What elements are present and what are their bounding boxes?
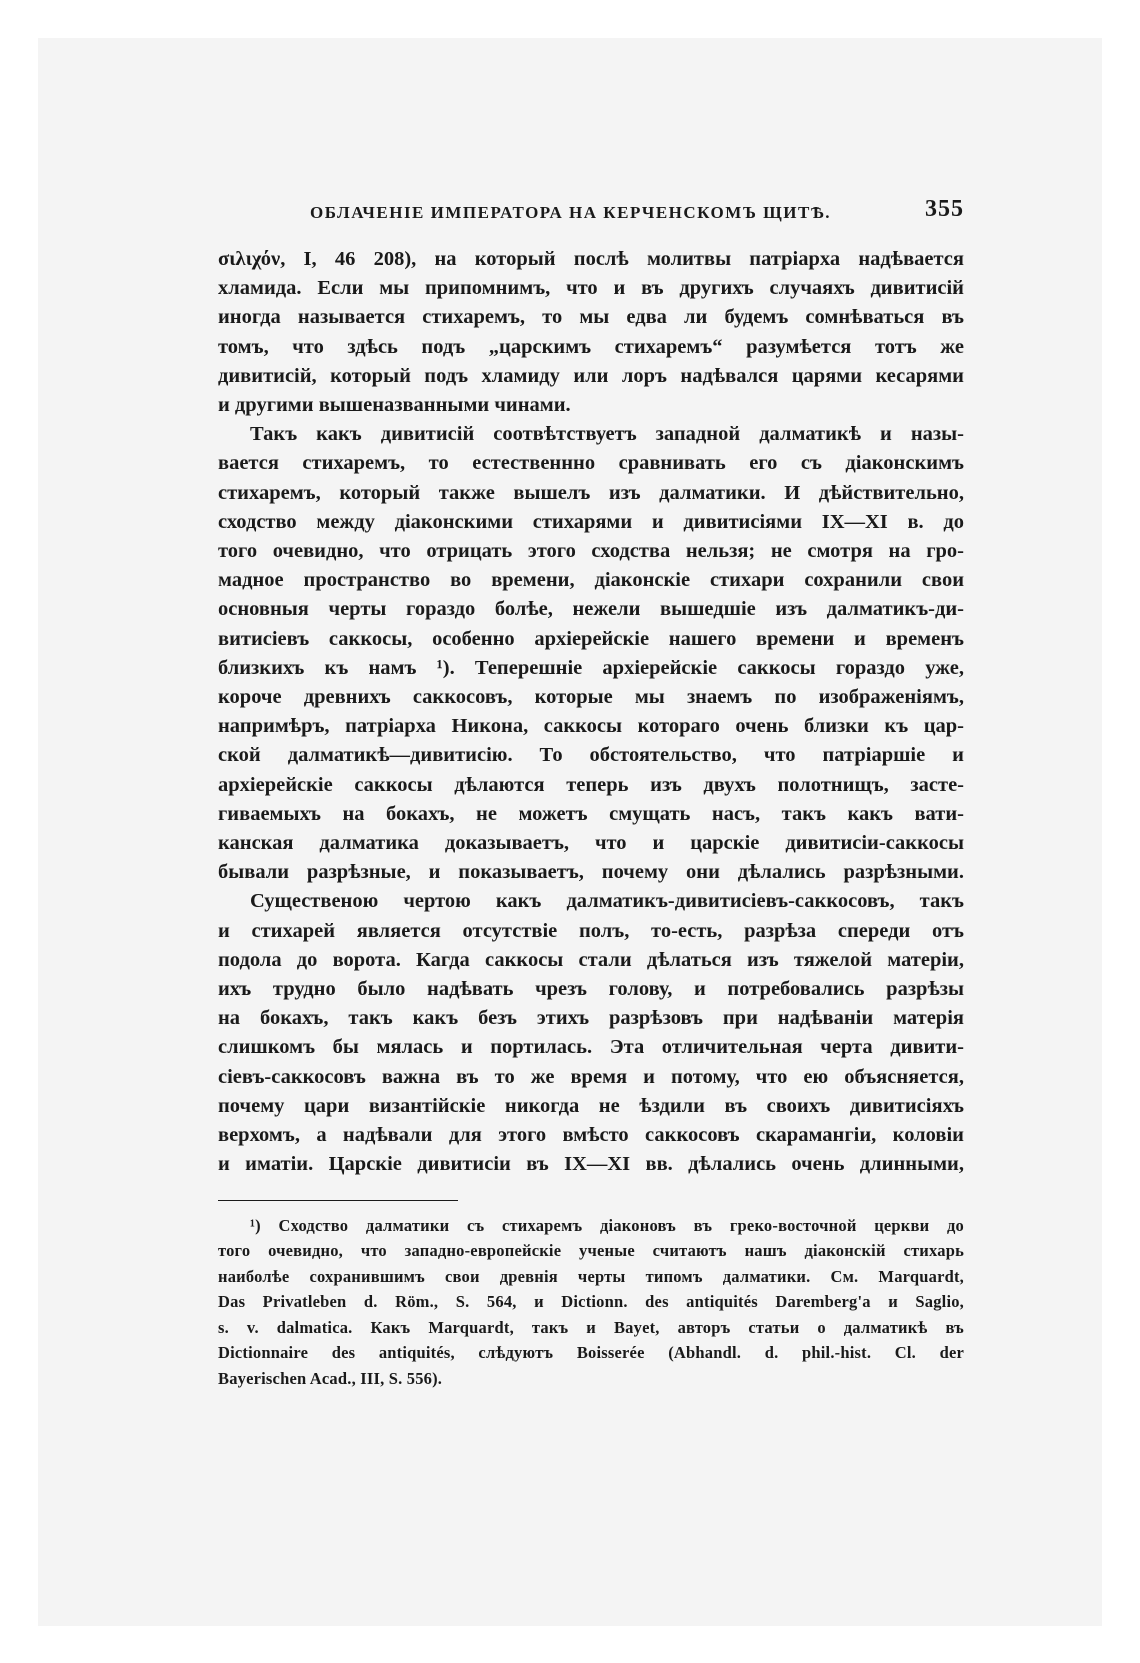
text-line: ихъ трудно было надѣвать чрезъ голову, и потребовались разрѣзы [218,978,964,1001]
text-line: стихаремъ, который также вышелъ изъ далматики. И дѣйствительно, [218,481,964,504]
text-line: канская далматика доказываетъ, что и царскіе дивитисіи-саккосы [218,832,964,855]
text-line: сходство между діаконскими стихарями и дивитисіями IX—XI в. до [218,510,964,533]
text-line: и стихарей является отсутствіе полъ, то-есть, разрѣза спереди отъ [218,919,964,942]
footnote-line: Dictionnaire des antiquités, слѣдуютъ Boisserée (Abhandl. d. phil.-hist. Cl. der [218,1343,964,1362]
text-line: томъ, что здѣсь подъ „царскимъ стихаремъ“ разумѣется тотъ же [218,335,964,358]
text-line: Такъ какъ дивитисій соотвѣтствуетъ западной далматикѣ и назы- [250,423,964,446]
text-line: подола до ворота. Кагда саккосы стали дѣлаться изъ тяжелой матеріи, [218,948,964,971]
text-line: почему цари византійскіе никогда не ѣздили въ своихъ дивитисіяхъ [218,1094,964,1117]
text-line: напримѣръ, патріарха Никона, саккосы котораго очень близки къ цар- [218,715,964,738]
text-line: иногда называется стихаремъ, то мы едва ли будемъ сомнѣваться въ [218,306,964,329]
text-line: и иматіи. Царскіе дивитисіи въ IX—XI вв. дѣлались очень длинными, [218,1153,964,1176]
text-line: основныя черты гораздо болѣе, нежели вышедшіе изъ далматикъ-ди- [218,598,964,621]
text-line: витисіевъ саккосы, особенно архіерейскіе нашего времени и временъ [218,627,964,650]
footnote-line: s. v. dalmatica. Какъ Marquardt, такъ и Bayet, авторъ статьи о далматикѣ въ [218,1317,964,1337]
text-line: верхомъ, а надѣвали для этого вмѣсто саккосовъ скарамангіи, коловіи [218,1124,964,1147]
page-number: 355 [925,196,964,222]
footnote-line: Bayerischen Acad., III, S. 556). [218,1368,443,1388]
text-line: на бокахъ, такъ какъ безъ этихъ разрѣзовъ при надѣваніи матерія [218,1007,964,1030]
footnote-line: ¹) Сходство далматики съ стихаремъ діаконовъ въ греко-восточной церкви до [250,1215,964,1235]
text-line: архіерейскіе саккосы дѣлаются теперь изъ двухъ полотнищъ, засте- [218,773,964,796]
text-line: хламида. Если мы припомнимъ, что и въ другихъ случаяхъ дивитисій [218,277,964,300]
running-title: ОБЛАЧЕНІЕ ИМПЕРАТОРА НА КЕРЧЕНСКОМЪ ЩИТѢ. [310,203,832,222]
footnote-line: Das Privatleben d. Röm., S. 564, и Dictionn. des antiquités Daremberg'а и Saglio, [218,1292,964,1311]
text-line: и другими вышеназванными чинами. [218,394,571,417]
text-line: близкихъ къ намъ ¹). Теперешніе архіерейскіе саккосы гораздо уже, [218,656,964,679]
footnote-line: того очевидно, что западно-европейскіе ученые считаютъ нашъ діаконскій стихарь [218,1241,964,1260]
text-line: ской далматикѣ—дивитисію. То обстоятельство, что патріаршіе и [218,744,964,767]
text-line: Существеною чертою какъ далматикъ-дивитисіевъ-саккосовъ, такъ [250,890,964,913]
book-page [218,196,964,1391]
paragraph-3 [218,887,964,1179]
text-line: σιλιχόν, I, 46 208), на который послѣ молитвы патріарха надѣвается [218,248,964,270]
main-text [218,245,964,1180]
text-line: бывали разрѣзные, и показываетъ, почему они дѣлались разрѣзными. [218,861,964,884]
text-line: того очевидно, что отрицать этого сходства нельзя; не смотря на гро- [218,540,964,563]
footnote [218,1213,964,1392]
paragraph-2 [218,420,964,887]
text-line: сіевъ-саккосовъ важна въ то же время и потому, что ею объясняется, [218,1065,964,1088]
text-line: вается стихаремъ, то естественнно сравнивать его съ діаконскимъ [218,452,964,475]
footnote-line: наиболѣе сохранившимъ свои древнія черты типомъ далматики. См. Marquardt, [218,1266,964,1286]
text-line: слишкомъ бы мялась и портилась. Эта отличительная черта дивити- [218,1036,964,1059]
page-header [218,196,964,235]
footnote-separator [218,1200,458,1201]
text-line: короче древнихъ саккосовъ, которые мы знаемъ по изображеніямъ, [218,686,964,709]
text-line: мадное пространство во времени, діаконскіе стихари сохранили свои [218,569,964,592]
paragraph-1 [218,245,964,420]
text-line: гиваемыхъ на бокахъ, не можетъ смущать насъ, такъ какъ вати- [218,802,964,825]
text-line: дивитисій, который подъ хламиду или лоръ надѣвался царями кесарями [218,364,964,387]
